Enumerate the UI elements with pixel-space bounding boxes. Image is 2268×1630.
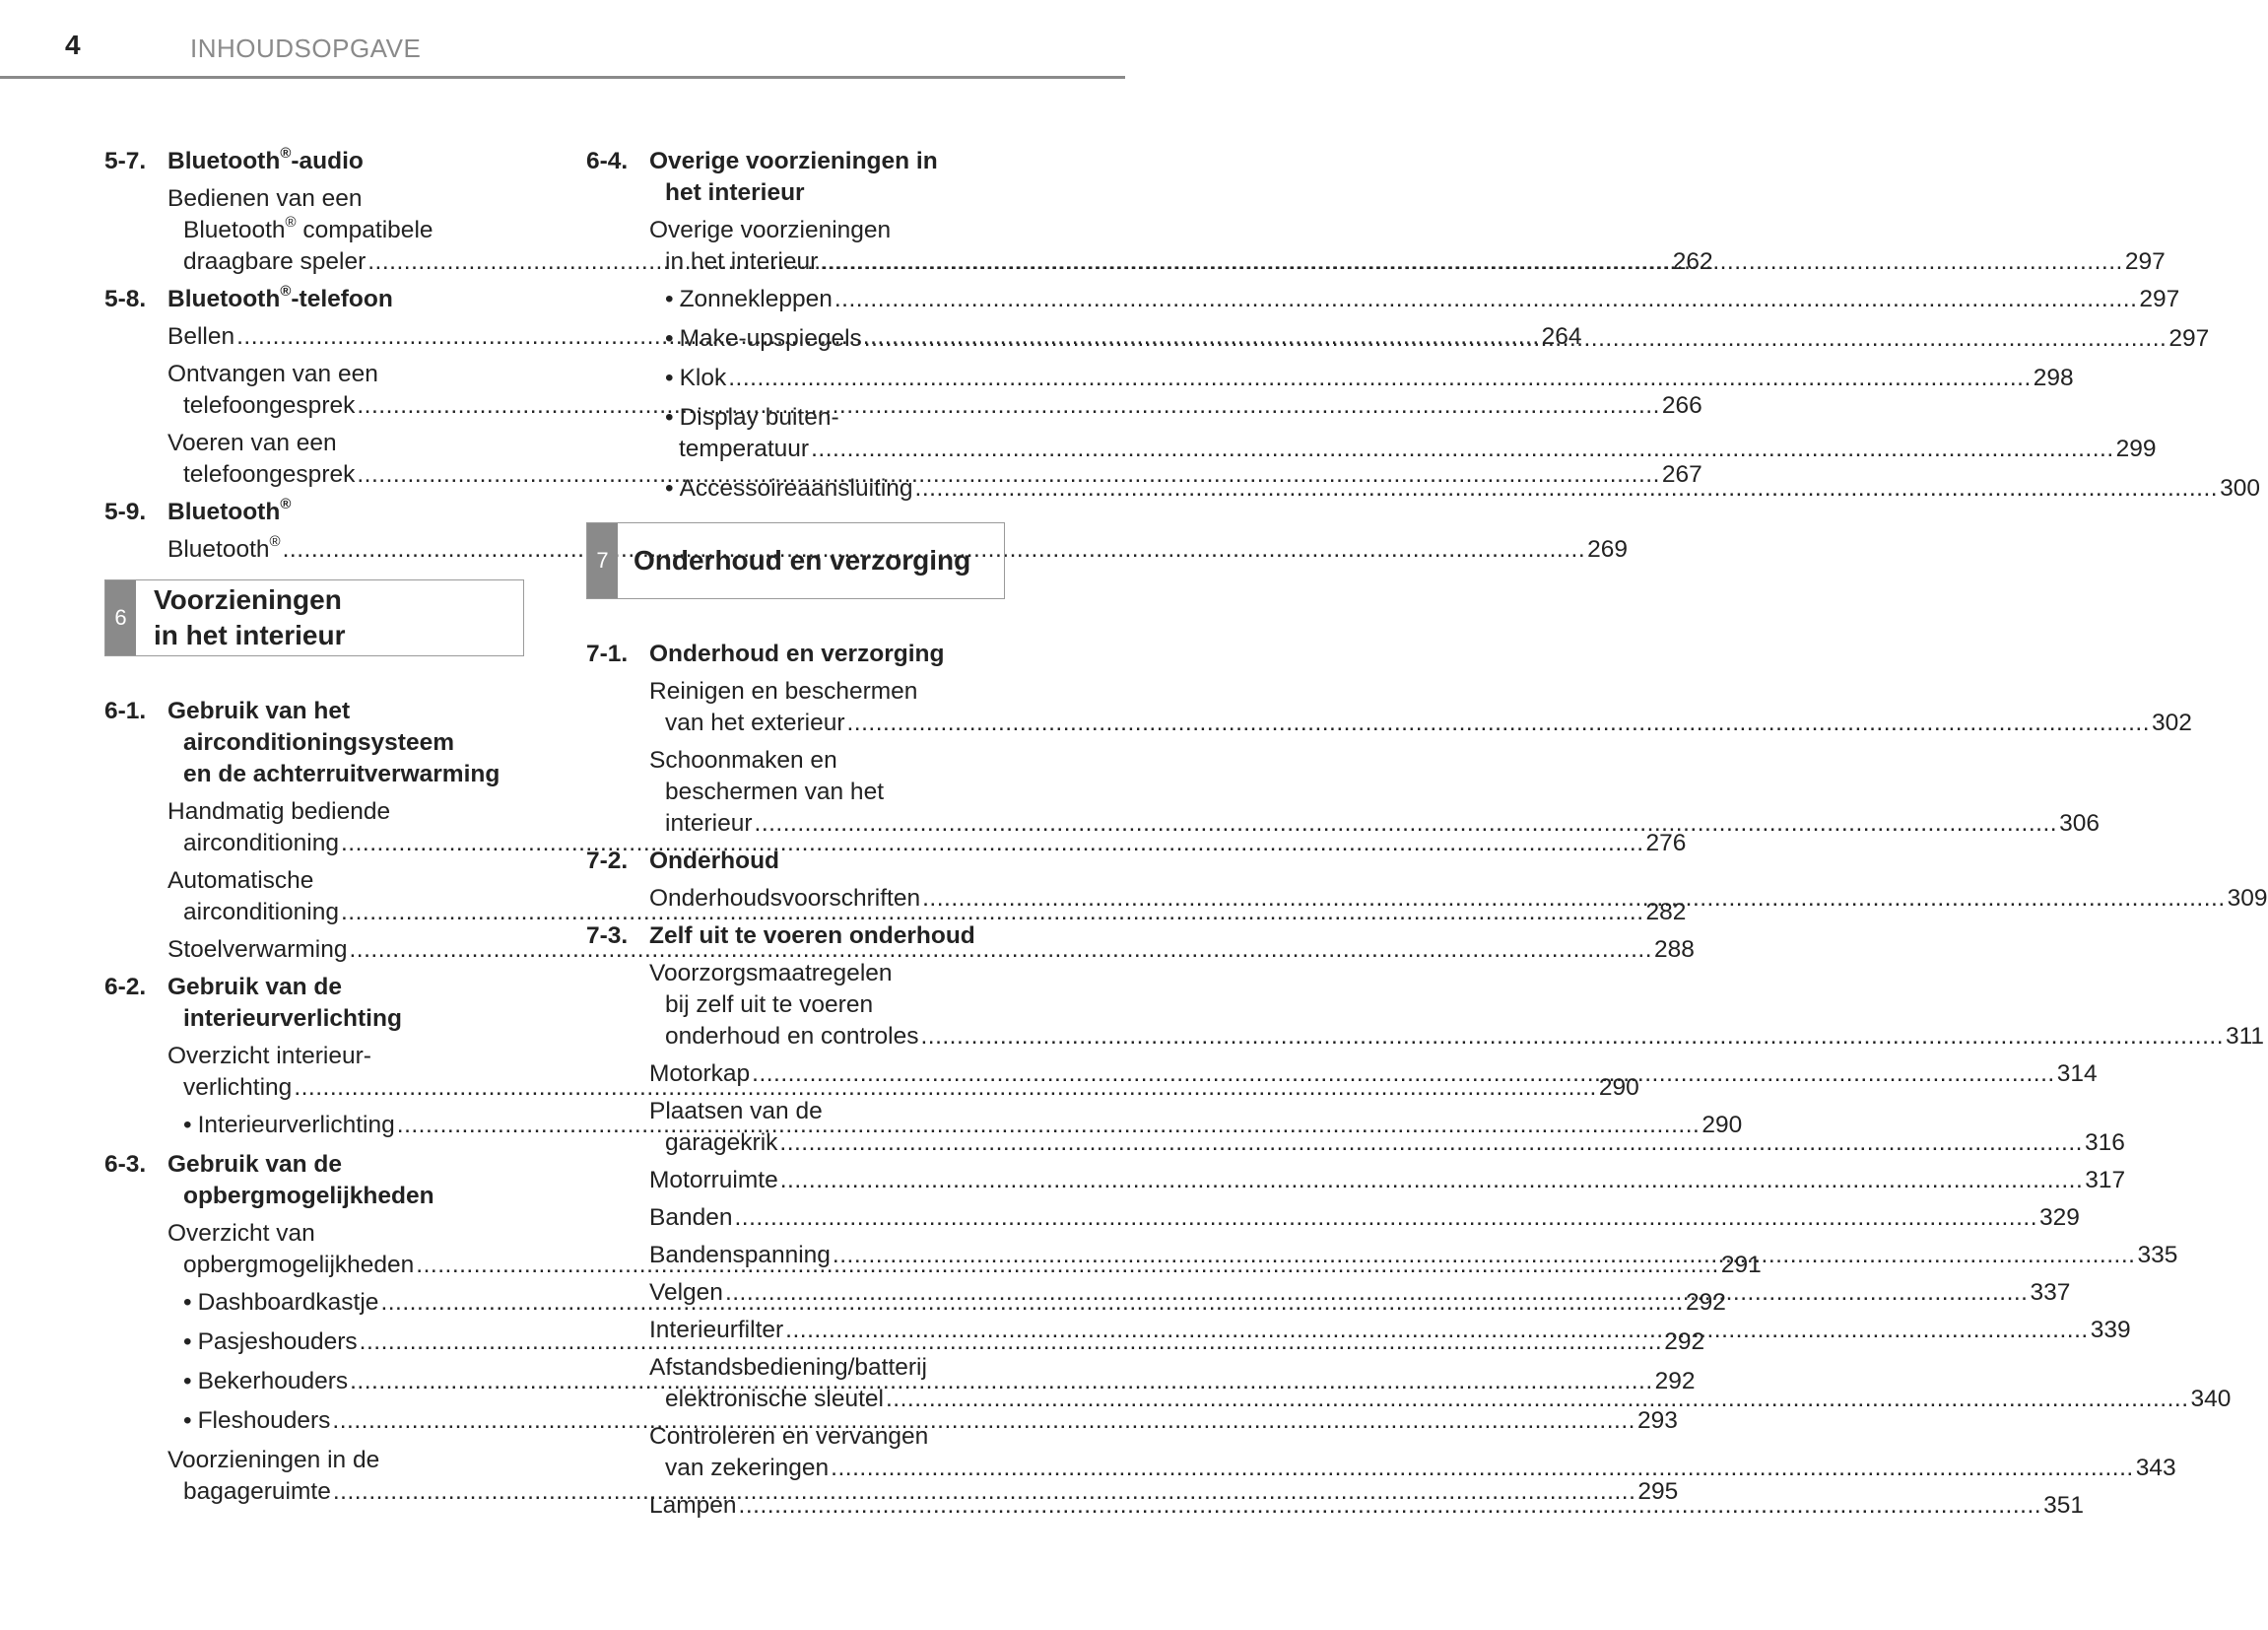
page-number: 4: [65, 30, 81, 60]
page-ref: 295: [1637, 1478, 1679, 1505]
entry-line: • Zonnekleppen ..... 297: [665, 284, 1005, 315]
page-ref: 297: [2139, 286, 2180, 312]
page-ref: 300: [2220, 475, 2260, 502]
section-heading-5-9[interactable]: [104, 497, 524, 528]
entry-line: van zekeringen ..... 343: [649, 1453, 1005, 1484]
chapter-title: Onderhoud en verzorging: [634, 545, 971, 576]
entry-line: • Accessoireaansluiting ..... 300: [665, 473, 1005, 505]
page-ref: 282: [1645, 899, 1687, 925]
entry-line: Schoonmaken en: [649, 747, 837, 774]
bullet-icon: •: [183, 1328, 192, 1355]
entry-line: Onderhoudsvoorschriften ..... 309: [649, 883, 1005, 915]
entry-line: • Make-upspiegels ..... 297: [665, 323, 1005, 355]
section-number: 6-2.: [104, 974, 147, 1000]
entry-line: opbergmogelijkheden ..... 291: [167, 1250, 524, 1281]
section-number: 7-2.: [586, 848, 629, 874]
entry-line: interieur ..... 306: [649, 808, 1005, 840]
page-ref: 262: [1672, 248, 1713, 275]
section-heading-5-7[interactable]: [104, 146, 524, 177]
entry-line: telefoongesprek ..... 267: [167, 459, 524, 491]
section-heading-6-2[interactable]: [104, 972, 524, 1035]
section-number: 7-3.: [586, 922, 629, 949]
bullet-icon: •: [665, 475, 674, 502]
page-ref: 293: [1636, 1407, 1678, 1434]
section-heading-5-8[interactable]: [104, 284, 524, 315]
entry-line: airconditioning ..... 282: [167, 897, 524, 928]
section-title-line: het interieur: [665, 179, 805, 206]
bullet-icon: •: [665, 325, 674, 352]
page-ref: 339: [2090, 1317, 2131, 1343]
section-number: 7-1.: [586, 641, 629, 667]
page-ref: 311: [2226, 1023, 2265, 1050]
entry-line: Overige voorzieningen: [649, 217, 892, 243]
entry-line: Interieurfilter ..... 339: [649, 1315, 1005, 1346]
entry-line: van het exterieur ..... 302: [649, 708, 1005, 739]
bullet-icon: •: [183, 1407, 192, 1434]
entry-line: Lampen ..... 351: [649, 1490, 1005, 1522]
entry-line: Bluetooth® ..... 269: [167, 534, 524, 566]
page-ref: 276: [1645, 830, 1687, 856]
entry-line: Ontvangen van een: [167, 361, 378, 387]
chapter-tab-number: 6: [105, 580, 136, 655]
entry-line: • Bekerhouders ..... 292: [183, 1366, 524, 1397]
page-ref: 292: [1685, 1289, 1726, 1316]
section-number: 5-9.: [104, 499, 147, 525]
entry-line: verlichting ..... 290: [167, 1072, 524, 1104]
section-number: 6-4.: [586, 148, 629, 174]
page-ref: 351: [2043, 1492, 2084, 1519]
toc-entry[interactable]: [586, 1421, 2176, 1484]
page-ref: 290: [1598, 1074, 1639, 1101]
section-number: 6-1.: [104, 698, 147, 724]
toc-entry[interactable]: [586, 958, 2265, 1053]
section-title-line: Onderhoud en verzorging: [649, 641, 945, 667]
entry-line: bij zelf uit te voeren: [665, 991, 874, 1018]
toc-bullet-entry[interactable]: [586, 363, 2074, 394]
section-heading-6-4[interactable]: [586, 146, 1005, 209]
bullet-icon: •: [183, 1368, 192, 1394]
entry-line: garagekrik ..... 316: [649, 1127, 1005, 1159]
page-ref: 314: [2056, 1060, 2098, 1087]
section-number: 5-7.: [104, 148, 147, 174]
entry-line: temperatuur ..... 299: [665, 434, 1005, 465]
page-ref: 337: [2030, 1279, 2071, 1306]
toc-entry[interactable]: [586, 1165, 2126, 1196]
entry-line: onderhoud en controles ..... 311: [649, 1021, 1005, 1053]
section-title-text: Bluetooth®-telefoon: [167, 282, 393, 312]
chapter-tab-number: 7: [587, 523, 618, 598]
entry-line: Voeren van een: [167, 430, 337, 456]
page-ref: 267: [1661, 461, 1702, 488]
page-ref: 343: [2135, 1455, 2176, 1481]
section-title-line: airconditioningsysteem: [183, 729, 455, 756]
section-title-text: Bluetooth®-audio: [167, 144, 364, 174]
section-heading-7-3[interactable]: [586, 920, 1005, 952]
entry-line: Reinigen en beschermen: [649, 678, 918, 705]
section-title-line: Gebruik van de: [167, 974, 343, 1000]
page-ref: 297: [2168, 325, 2210, 352]
section-title-line: Onderhoud: [649, 848, 780, 874]
section-title-line: opbergmogelijkheden: [183, 1183, 434, 1209]
page-ref: 302: [2152, 710, 2192, 736]
page-ref: 299: [2115, 436, 2157, 462]
page-ref: 264: [1541, 323, 1582, 350]
entry-line: Automatische: [167, 867, 314, 894]
section-title-line: en de achterruitverwarming: [183, 761, 500, 787]
entry-line: • Interieurverlichting ..... 290: [183, 1110, 524, 1141]
entry-line: Plaatsen van de: [649, 1098, 823, 1124]
entry-line: Voorzorgsmaatregelen: [649, 960, 893, 986]
entry-line: Handmatig bediende: [167, 798, 391, 825]
entry-line: • Dashboardkastje ..... 292: [183, 1287, 524, 1319]
entry-line: draagbare speler ..... 262: [167, 246, 524, 278]
section-heading-7-1[interactable]: [586, 639, 1005, 670]
header-divider: [0, 76, 1125, 79]
section-title-line: Gebruik van de: [167, 1151, 343, 1178]
page-ref: 316: [2084, 1129, 2125, 1156]
page-ref: 297: [2124, 248, 2166, 275]
bullet-icon: •: [183, 1289, 192, 1316]
entry-line: Voorzieningen in de: [167, 1447, 380, 1473]
toc-entry[interactable]: [586, 676, 2192, 739]
entry-line: • Fleshouders ..... 293: [183, 1405, 524, 1437]
entry-line: • Display buiten-: [665, 404, 839, 431]
entry-line: Controleren en vervangen: [649, 1423, 929, 1450]
entry-line: • Pasjeshouders ..... 292: [183, 1326, 524, 1358]
page-ref: 266: [1661, 392, 1702, 419]
entry-line: Bluetooth® compatibele: [183, 213, 434, 243]
page-ref: 298: [2033, 365, 2074, 391]
section-title-line: Zelf uit te voeren onderhoud: [649, 922, 975, 949]
entry-line: Banden ..... 329: [649, 1202, 1005, 1234]
page-ref: 335: [2137, 1242, 2178, 1268]
page-ref: 306: [2059, 810, 2100, 837]
page-ref: 292: [1664, 1328, 1705, 1355]
section-title-line: Overige voorzieningen in: [649, 148, 938, 174]
page-ref: 292: [1654, 1368, 1696, 1394]
entry-line: airconditioning ..... 276: [167, 828, 524, 859]
page-ref: 290: [1701, 1112, 1743, 1138]
entry-line: Motorruimte ..... 317: [649, 1165, 1005, 1196]
entry-line: in het interieur ..... 297: [649, 246, 1005, 278]
entry-line: Bedienen van een: [167, 185, 363, 212]
page-ref: 291: [1720, 1252, 1762, 1278]
chapter-title: Voorzieningen in het interieur: [154, 584, 346, 650]
section-number: 5-8.: [104, 286, 147, 312]
section-heading-6-1[interactable]: [104, 696, 524, 790]
bullet-icon: •: [665, 286, 674, 312]
entry-line: • Klok ..... 298: [665, 363, 1005, 394]
page-header: [0, 0, 1125, 81]
entry-line: Overzicht interieur-: [167, 1043, 371, 1069]
entry-line: Stoelverwarming ..... 288: [167, 934, 524, 966]
page-ref: 288: [1654, 936, 1695, 963]
chapter-box-7[interactable]: [586, 522, 1005, 599]
toc-bullet-entry[interactable]: [104, 1326, 1705, 1358]
page-ref: 269: [1587, 536, 1629, 563]
entry-line: bagageruimte ..... 295: [167, 1476, 524, 1508]
header-title: INHOUDSOPGAVE: [190, 34, 422, 63]
section-title-text: Bluetooth®: [167, 495, 292, 525]
entry-line: elektronische sleutel ..... 340: [649, 1384, 1005, 1415]
toc-entry[interactable]: [586, 745, 2100, 840]
page-ref: 309: [2227, 885, 2268, 912]
entry-line: Motorkap ..... 314: [649, 1058, 1005, 1090]
toc-bullet-entry[interactable]: [586, 284, 2180, 315]
page-ref: 317: [2085, 1167, 2126, 1193]
entry-line: Velgen ..... 337: [649, 1277, 1005, 1309]
entry-line: Overzicht van: [167, 1220, 315, 1247]
section-heading-6-3[interactable]: [104, 1149, 524, 1212]
bullet-icon: •: [665, 404, 674, 431]
section-heading-7-2[interactable]: [586, 846, 1005, 877]
bullet-icon: •: [183, 1112, 192, 1138]
entry-line: beschermen van het: [665, 779, 884, 805]
section-title-line: Gebruik van het: [167, 698, 351, 724]
toc-entry[interactable]: [586, 1202, 2080, 1234]
section-title-line: interieurverlichting: [183, 1005, 402, 1032]
entry-line: Bandenspanning ..... 335: [649, 1240, 1005, 1271]
section-number: 6-3.: [104, 1151, 147, 1178]
page-ref: 340: [2190, 1386, 2232, 1412]
entry-line: Bellen ..... 264: [167, 321, 524, 353]
page-ref: 329: [2039, 1204, 2080, 1231]
entry-line: telefoongesprek ..... 266: [167, 390, 524, 422]
entry-line: Afstandsbediening/batterij: [649, 1354, 927, 1381]
chapter-box-6[interactable]: [104, 579, 524, 656]
bullet-icon: •: [665, 365, 674, 391]
